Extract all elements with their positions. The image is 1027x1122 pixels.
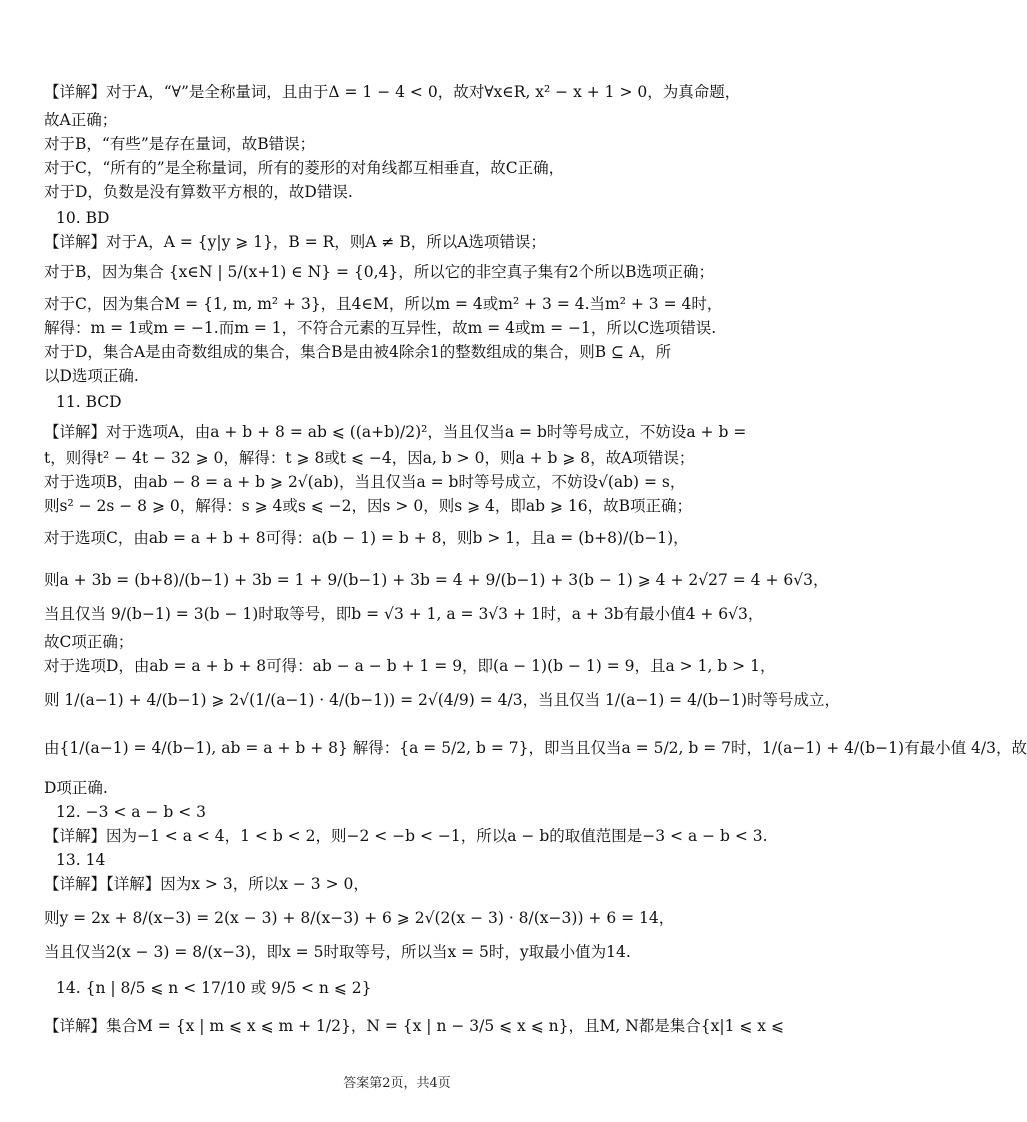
question-number-answer: 11. BCD bbox=[56, 393, 122, 411]
text-line: 【详解】对于A，A = {y|y ⩾ 1}，B = R，则A ≠ B，所以A选项错误； bbox=[44, 233, 546, 251]
text-line: 【详解】集合M = {x | m ⩽ x ⩽ m + 1/2}，N = {x | n − 3/5 ⩽ x ⩽ n}，且M, N都是集合{x|1 ⩽ x ⩽ bbox=[44, 1017, 784, 1035]
text-line: 对于B，因为集合 {x∈N | 5/(x+1) ∈ N} = {0,4}，所以它的非空真子集有2个所以B选项正确； bbox=[44, 263, 715, 281]
question-number-answer: 14. {n | 8/5 ⩽ n < 17/10 或 9/5 < n ⩽ 2} bbox=[56, 979, 372, 997]
text-line: 则s² − 2s − 8 ⩾ 0，解得：s ⩾ 4或s ⩽ −2，因s > 0，则s ⩾ 4，即ab ⩾ 16，故B项正确； bbox=[44, 497, 692, 515]
text-line: t，则得t² − 4t − 32 ⩾ 0，解得：t ⩾ 8或t ⩽ −4，因a, b > 0，则a + b ⩾ 8，故A项错误； bbox=[44, 449, 695, 467]
text-line: 由{1/(a−1) = 4/(b−1), ab = a + b + 8} 解得：{a = 5/2, b = 7}，即当且仅当a = 5/2, b = 7时，1/(a−1) + 4/(b−1)有最小值 4/3，故 bbox=[44, 739, 1027, 757]
text-line: 对于选项C，由ab = a + b + 8可得：a(b − 1) = b + 8，则b > 1，且a = (b+8)/(b−1)， bbox=[44, 529, 689, 547]
text-line: 以D选项正确. bbox=[44, 367, 139, 385]
text-line: 对于B，“有些”是存在量词，故B错误； bbox=[44, 135, 316, 153]
question-number-answer: 10. BD bbox=[56, 209, 110, 227]
question-number-answer: 13. 14 bbox=[56, 851, 106, 869]
text-line: 【详解】因为−1 < a < 4，1 < b < 2，则−2 < −b < −1，所以a − b的取值范围是−3 < a − b < 3. bbox=[44, 827, 768, 845]
text-line: 故A正确； bbox=[44, 111, 118, 129]
page-footer: 答案第2页，共4页 bbox=[343, 1076, 451, 1091]
text-line: 对于选项B，由ab − 8 = a + b ⩾ 2√(ab)，当且仅当a = b时等号成立，不妨设√(ab) = s， bbox=[44, 473, 686, 491]
text-line: 对于选项D，由ab = a + b + 8可得：ab − a − b + 1 = 9，即(a − 1)(b − 1) = 9，且a > 1, b > 1， bbox=[44, 657, 776, 675]
text-line: 对于D，负数是没有算数平方根的，故D错误. bbox=[44, 183, 353, 201]
text-line: 对于C，因为集合M = {1, m, m² + 3}，且4∈M，所以m = 4或m² + 3 = 4.当m² + 3 = 4时， bbox=[44, 295, 723, 313]
text-line: 则 1/(a−1) + 4/(b−1) ⩾ 2√(1/(a−1) · 4/(b−1)) = 2√(4/9) = 4/3，当且仅当 1/(a−1) = 4/(b−1)时等号成立， bbox=[44, 691, 841, 709]
text-line: 【详解】对于选项A，由a + b + 8 = ab ⩽ ((a+b)/2)²，当且仅当a = b时等号成立，不妨设a + b = bbox=[44, 423, 747, 441]
text-line: 【详解】【详解】因为x > 3，所以x − 3 > 0， bbox=[44, 875, 369, 893]
text-line: 当且仅当 9/(b−1) = 3(b − 1)时取等号，即b = √3 + 1, a = 3√3 + 1时，a + 3b有最小值4 + 6√3， bbox=[44, 605, 764, 623]
text-line: 故C项正确； bbox=[44, 633, 134, 651]
text-line: 则y = 2x + 8/(x−3) = 2(x − 3) + 8/(x−3) + 6 ⩾ 2√(2(x − 3) · 8/(x−3)) + 6 = 14， bbox=[44, 909, 675, 927]
text-line: 解得：m = 1或m = −1.而m = 1，不符合元素的互异性，故m = 4或m = −1，所以C选项错误. bbox=[44, 319, 717, 337]
text-line: D项正确. bbox=[44, 779, 108, 797]
text-line: 当且仅当2(x − 3) = 8/(x−3)，即x = 5时取等号，所以当x = 5时，y取最小值为14. bbox=[44, 943, 631, 961]
text-line: 则a + 3b = (b+8)/(b−1) + 3b = 1 + 9/(b−1) + 3b = 4 + 9/(b−1) + 3(b − 1) ⩾ 4 + 2√27 = 4 + 6√3， bbox=[44, 571, 829, 589]
text-line: 对于D，集合A是由奇数组成的集合，集合B是由被4除余1的整数组成的集合，则B ⊆ A，所 bbox=[44, 343, 672, 361]
text-line: 对于C，“所有的”是全称量词，所有的菱形的对角线都互相垂直，故C正确， bbox=[44, 159, 565, 177]
text-line: 【详解】对于A，“∀”是全称量词，且由于Δ = 1 − 4 < 0，故对∀x∈R, x² − x + 1 > 0，为真命题， bbox=[44, 83, 741, 101]
question-number-answer: 12. −3 < a − b < 3 bbox=[56, 803, 206, 821]
